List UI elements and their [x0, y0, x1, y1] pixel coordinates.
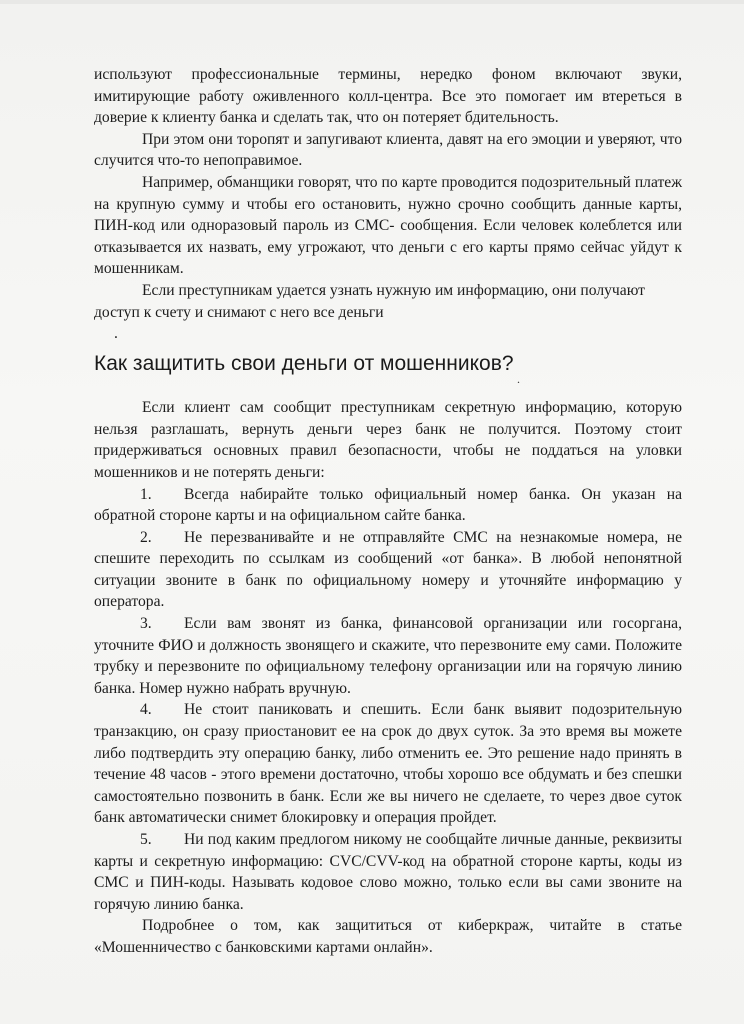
intro-paragraph-4: Если преступникам удается узнать нужную им информацию, они получают доступ к счету и снимают с него все деньги [94, 281, 645, 321]
rule-number: 2. [140, 528, 152, 546]
rule-text: Ни под каким предлогом никому не сообщайте личные данные, реквизиты карты и секретную информацию: CVC/CVV-код на обратной стороне карты, коды из СМС и ПИН-коды. Называть кодовое слово можно, только если вы сами звоните на горячую линию банка. [94, 831, 682, 913]
rule-text: Не перезванивайте и не отправляйте СМС на незнакомые номера, не спешите переходить по ссылкам из сообщений «от банка». В любой непонятной ситуации звоните в банк по официальному номеру и уточняйте информацию у оператора. [94, 528, 682, 611]
rule-item-5 [94, 829, 682, 915]
rule-item-3 [94, 613, 682, 699]
rule-item-2 [94, 527, 682, 613]
intro-paragraph-3: Например, обманщики говорят, что по карте проводится подозрительный платеж на крупную сумму и чтобы его остановить, нужно срочно сообщить данные карты, ПИН-код или одноразовый пароль из СМС- сообщения. Если человек колеблется или отказывается их назвать, ему угрожают, что деньги с его карты прямо сейчас уйдут к мошенникам. [94, 173, 682, 278]
rule-number: 1. [140, 485, 152, 503]
rule-text: Всегда набирайте только официальный номер банка. Он указан на обратной стороне карты и на официальном сайте банка. [94, 485, 682, 525]
stray-dot-mark: . [517, 372, 520, 386]
page-top-edge [0, 0, 744, 4]
lead-paragraph: Если клиент сам сообщит преступникам секретную информацию, которую нельзя разглашать, вернуть деньги через банк не получится. Поэтому стоит придерживаться основных правил безопасности, чтобы не поддаться на уловки мошенников и не потерять деньги: [94, 399, 682, 481]
stray-period-line: . [114, 325, 118, 343]
rule-number: 3. [140, 615, 152, 633]
document-body [94, 64, 682, 959]
section-heading: Как защитить свои деньги от мошенников? [94, 352, 514, 376]
intro-paragraph-1: используют профессиональные термины, нередко фоном включают звуки, имитирующие работу оживленного колл-центра. Все это помогает им втереться в доверие к клиенту банка и сделать так, что он потеряет бдительность. [94, 66, 682, 127]
closing-paragraph: Подробнее о том, как защититься от киберкраж, читайте в статье «Мошенничество с банковскими картами онлайн». [94, 917, 682, 956]
rule-item-4 [94, 699, 682, 829]
rule-text: Если вам звонят из банка, финансовой организации или госоргана, уточните ФИО и должность звонящего и скажите, что перезвоните ему сами. Положите трубку и перезвоните по официальному телефону организации или на горячую линию банка. Номер нужно набрать вручную. [94, 615, 682, 697]
rule-text: Не стоит паниковать и спешить. Если банк выявит подозрительную транзакцию, он сразу приостановит ее на срок до двух суток. За это время вы можете либо подтвердить эту операцию банку, либо отменить ее. Это решение надо принять в течение 48 часов - этого времени достаточно, чтобы хорошо все обдумать и без спешки самостоятельно позвонить в банк. Если же вы ничего не сделаете, то через двое суток банк автоматически снимет блокировку и операция пройдет. [94, 701, 682, 827]
intro-paragraph-2: При этом они торопят и запугивают клиента, давят на его эмоции и уверяют, что случится что-то непоправимое. [94, 130, 682, 170]
rule-item-1 [94, 484, 682, 527]
rule-number: 5. [140, 831, 152, 848]
rule-number: 4. [140, 701, 152, 719]
